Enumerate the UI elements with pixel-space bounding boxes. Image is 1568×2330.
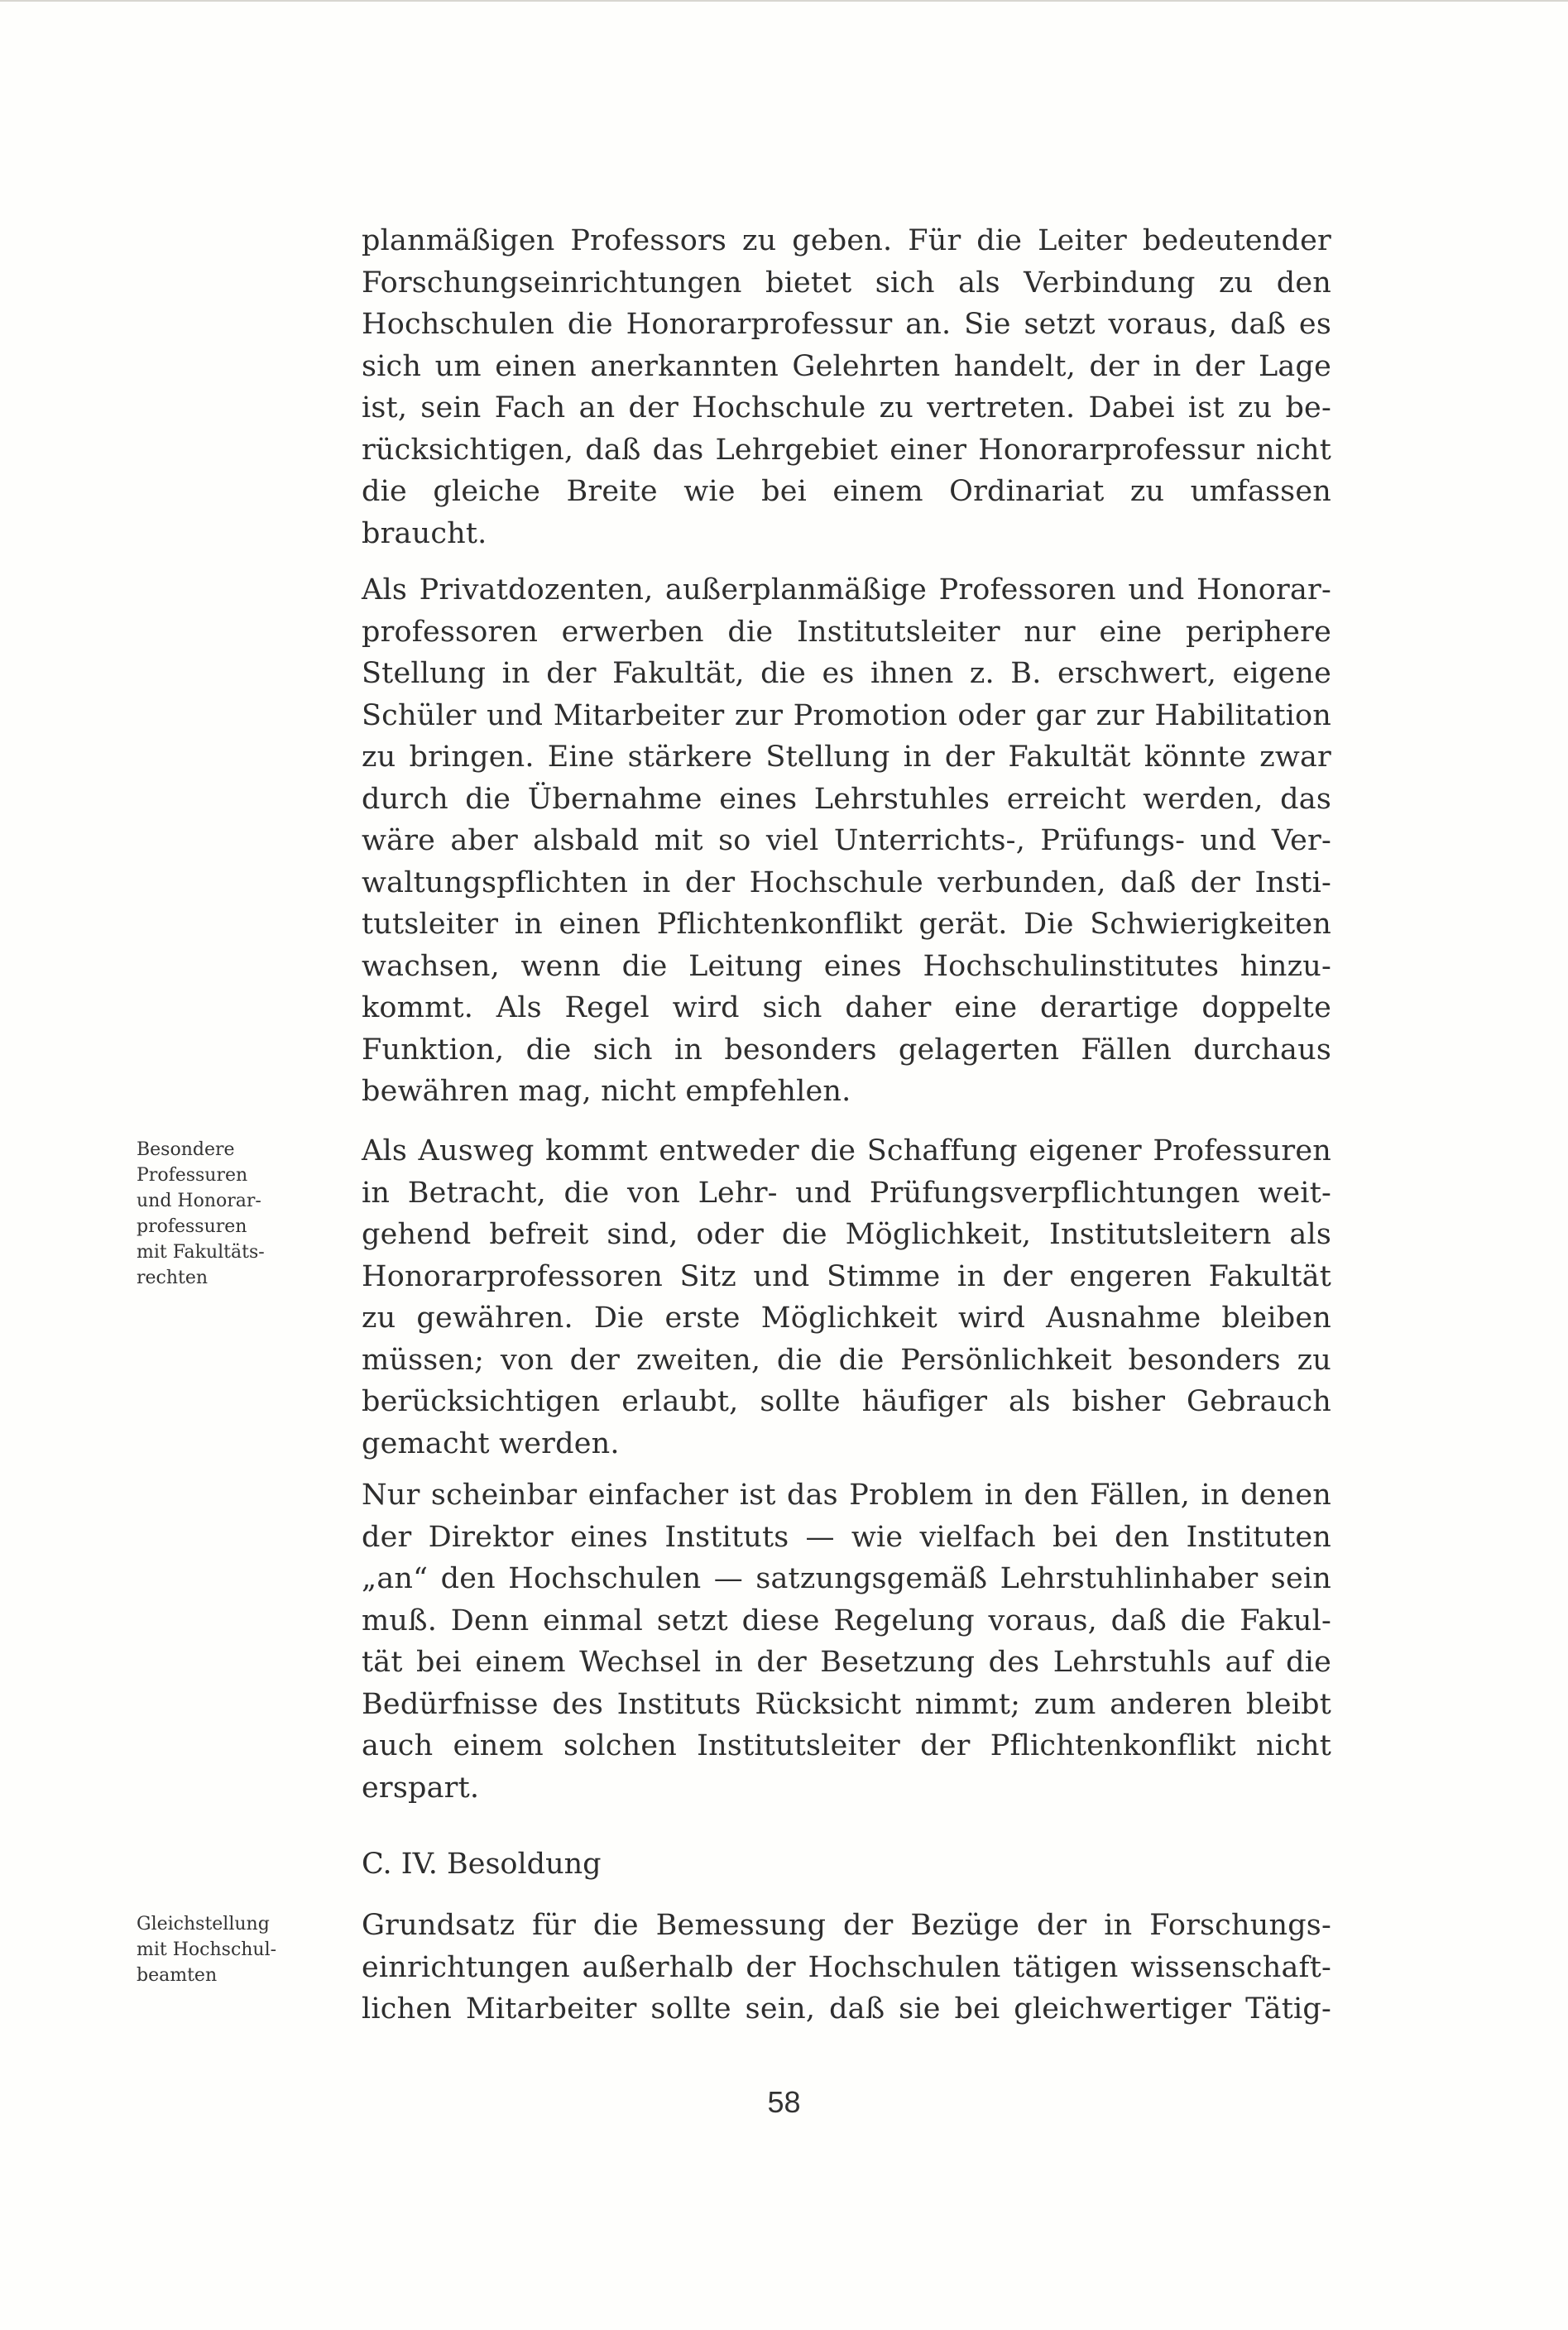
text-line: „an“ den Hochschulen — satzungsgemäß Lehrstuhlinhaber sein	[362, 1562, 1331, 1595]
margin-note-line: mit Fakultäts-	[137, 1242, 265, 1263]
page-number: 58	[767, 2085, 801, 2119]
text-line: Als Privatdozenten, außerplanmäßige Professoren und Honorar-	[362, 573, 1331, 606]
text-line: rücksichtigen, daß das Lehrgebiet einer Honorarprofessur nicht	[362, 433, 1331, 467]
text-line: Hochschulen die Honorarprofessur an. Sie setzt voraus, daß es	[362, 308, 1331, 341]
margin-note-besondere-professuren	[137, 1137, 310, 1291]
text-line: einrichtungen außerhalb der Hochschulen tätigen wissenschaft-	[362, 1950, 1331, 1984]
text-line: sich um einen anerkannten Gelehrten handelt, der in der Lage	[362, 349, 1331, 383]
text-line: kommt. Als Regel wird sich daher eine derartige doppelte	[362, 991, 1331, 1024]
text-line: die gleiche Breite wie bei einem Ordinariat zu umfassen	[362, 475, 1331, 508]
text-line: Nur scheinbar einfacher ist das Problem in den Fällen, in denen	[362, 1479, 1331, 1512]
text-line: Stellung in der Fakultät, die es ihnen z. B. erschwert, eigene	[362, 657, 1331, 690]
text-line: zu gewähren. Die erste Möglichkeit wird Ausnahme bleiben	[362, 1302, 1331, 1335]
text-line: wäre aber alsbald mit so viel Unterrichts-, Prüfungs- und Ver-	[362, 824, 1331, 857]
text-line: muß. Denn einmal setzt diese Regelung voraus, daß die Fakul-	[362, 1604, 1331, 1637]
text-line: Honorarprofessoren Sitz und Stimme in der engeren Fakultät	[362, 1259, 1331, 1293]
text-line: professoren erwerben die Institutsleiter nur eine periphere	[362, 615, 1331, 649]
text-line: erspart.	[362, 1771, 480, 1805]
text-line: in Betracht, die von Lehr- und Prüfungsverpflichtungen weit-	[362, 1176, 1331, 1210]
page-top-edge	[0, 0, 1568, 2]
margin-note-line: rechten	[137, 1268, 209, 1288]
body-paragraph-2	[362, 569, 1331, 1113]
text-line: tutsleiter in einen Pflichtenkonflikt gerät. Die Schwierigkeiten	[362, 908, 1331, 941]
margin-note-gleichstellung	[137, 1911, 310, 1988]
body-paragraph-3	[362, 1130, 1331, 1465]
text-line: gehend befreit sind, oder die Möglichkeit, Institutsleitern als	[362, 1218, 1331, 1251]
margin-note-line: und Honorar-	[137, 1191, 261, 1211]
margin-note-line: Besondere	[137, 1139, 235, 1160]
text-line: braucht.	[362, 516, 487, 550]
text-line: bewähren mag, nicht empfehlen.	[362, 1075, 851, 1108]
text-line: tät bei einem Wechsel in der Besetzung des Lehrstuhls auf die	[362, 1646, 1331, 1679]
text-line: ist, sein Fach an der Hochschule zu vertreten. Dabei ist zu be-	[362, 391, 1331, 424]
margin-note-line: beamten	[137, 1965, 218, 1986]
text-line: Forschungseinrichtungen bietet sich als Verbindung zu den	[362, 266, 1331, 300]
text-line: planmäßigen Professors zu geben. Für die Leiter bedeutender	[362, 224, 1331, 257]
text-line: Bedürfnisse des Instituts Rücksicht nimmt; zum anderen bleibt	[362, 1687, 1331, 1721]
body-paragraph-1	[362, 220, 1331, 554]
text-line: lichen Mitarbeiter sollte sein, daß sie bei gleichwertiger Tätig-	[362, 1992, 1331, 2026]
section-heading: C. IV. Besoldung	[362, 1848, 602, 1881]
body-paragraph-4	[362, 1474, 1331, 1809]
text-line: gemacht werden.	[362, 1426, 620, 1460]
margin-note-line: mit Hochschul-	[137, 1939, 277, 1960]
text-line: wachsen, wenn die Leitung eines Hochschulinstitutes hinzu-	[362, 949, 1331, 983]
text-line: auch einem solchen Institutsleiter der Pflichtenkonflikt nicht	[362, 1729, 1331, 1762]
text-line: müssen; von der zweiten, die die Persönlichkeit besonders zu	[362, 1343, 1331, 1377]
text-line: der Direktor eines Instituts — wie vielfach bei den Instituten	[362, 1520, 1331, 1554]
text-line: Funktion, die sich in besonders gelagerten Fällen durchaus	[362, 1033, 1331, 1067]
text-line: berücksichtigen erlaubt, sollte häufiger als bisher Gebrauch	[362, 1385, 1331, 1418]
text-line: zu bringen. Eine stärkere Stellung in der Fakultät könnte zwar	[362, 741, 1331, 774]
text-line: Schüler und Mitarbeiter zur Promotion oder gar zur Habilitation	[362, 698, 1331, 732]
margin-note-line: Gleichstellung	[137, 1914, 270, 1934]
margin-note-line: professuren	[137, 1216, 247, 1237]
margin-note-line: Professuren	[137, 1165, 248, 1186]
body-paragraph-5	[362, 1905, 1331, 2030]
text-line: Als Ausweg kommt entweder die Schaffung eigener Professuren	[362, 1134, 1331, 1167]
text-line: durch die Übernahme eines Lehrstuhles erreicht werden, das	[362, 782, 1331, 816]
text-line: Grundsatz für die Bemessung der Bezüge der in Forschungs-	[362, 1909, 1331, 1942]
text-line: waltungspflichten in der Hochschule verbunden, daß der Insti-	[362, 865, 1331, 899]
